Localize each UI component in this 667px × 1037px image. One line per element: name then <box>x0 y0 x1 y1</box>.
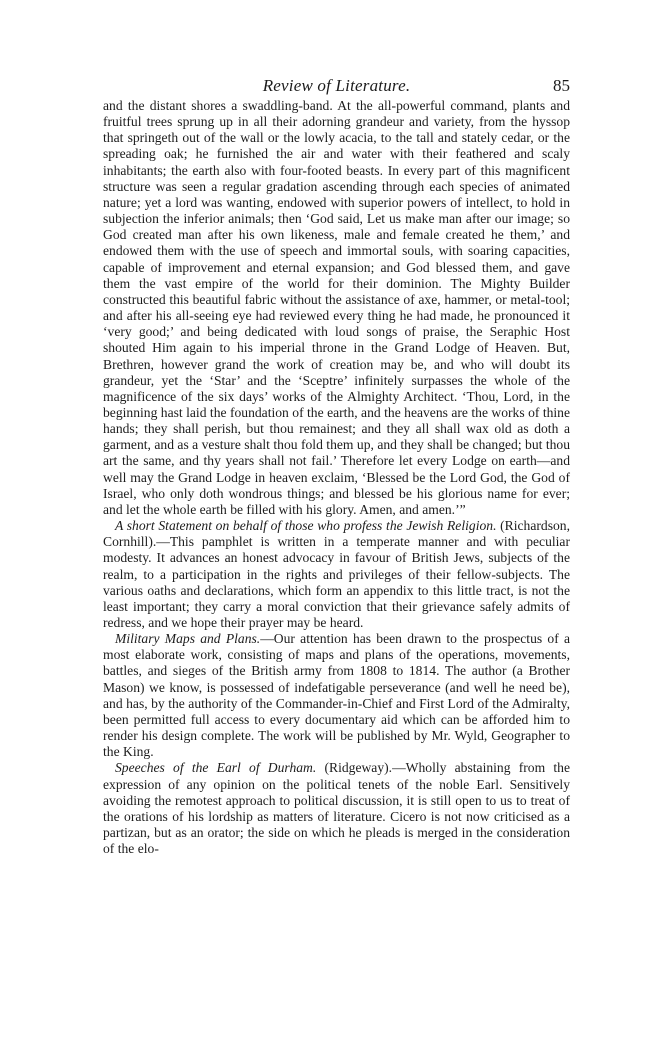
paragraph-review-military-maps <box>103 631 570 760</box>
book-page <box>103 66 570 857</box>
body-text <box>103 98 570 857</box>
running-title: Review of Literature. <box>262 76 411 95</box>
page-number: 85 <box>553 76 570 95</box>
review-body-military-maps: —Our attention has been drawn to the prospectus of a most elaborate work, consisting of maps and plans of the operations, movements, battles, and sieges of the British army from 1808 to 1814. The author (a Brother Mason) we know, is possessed of indefatigable perseverance (and well he need be), and has, by the authority of the Commander-in-Chief and First Lord of the Admiralty, been permitted full access to every documentary aid which can be afforded him to render his design complete. The work will be published by Mr. Wyld, Geographer to the King. <box>103 631 570 760</box>
paragraph-continued-sermon: and the distant shores a swaddling-band. At the all-powerful command, plants and fruitful trees sprung up in all their adorning grandeur and variety, from the hyssop that springeth out of the wall or the lowly acacia, to the tall and stately cedar, or the spreading oak; he furnished the air and water with their feathered and scaly inhabitants; the earth also with four-footed beasts. In every part of this magnificent structure was seen a regular gradation ascending through each species of animated nature; yet a lord was wanting, endowed with superior powers of intellect, to hold in subjection the inferior animals; then ‘God said, Let us make man after our image; so God created man after his own likeness, male and female created he them,’ and endowed them with the use of speech and immortal souls, with soaring capacities, capable of improvement and eternal expansion; and God blessed them, and gave them the vast empire of the world for their dominion. The Mighty Builder constructed this beautiful fabric without the assistance of axe, hammer, or metal-tool; and after his all-seeing eye had reviewed every thing he had made, he pronounced it ‘very good;’ and being dedicated with loud songs of praise, the Seraphic Host shouted Him again to his imperial throne in the Grand Lodge of Heaven. But, Brethren, however grand the work of creation may be, and who will doubt its grandeur, yet the ‘Star’ and the ‘Sceptre’ infinitely surpasses the whole of the magnificence of the six days’ works of the Almighty Architect. ‘Thou, Lord, in the beginning hast laid the foundation of the earth, and the heavens are the works of thine hands; they shall perish, but thou remainest; and they all shall wax old as doth a garment, and as a vesture shalt thou fold them up, and they shall be changed; but thou art the same, and thy years shall not fail.’ Therefore let every Lodge on earth—and well may the Grand Lodge in heaven exclaim, ‘Blessed be the Lord God, the God of Israel, who only doth wondrous things; and blessed be his glorious name for ever; and let the whole earth be filled with his glory. Amen, and amen.’” <box>103 98 570 517</box>
review-body-jewish-religion: (Richardson, Cornhill).—This pamphlet is written in a temperate manner and with peculiar modesty. It advances an honest advocacy in favour of British Jews, subjects of the realm, to a participation in the rights and privileges of their fellow-subjects. The various oaths and declarations, which form an appendix to this little tract, is not the least important; they carry a moral conviction that their grievance safely admits of redress, and we hope their prayer may be heard. <box>103 518 570 630</box>
review-title-jewish-religion: A short Statement on behalf of those who profess the Jewish Religion. <box>115 518 497 534</box>
paragraph-review-earl-durham <box>103 760 570 857</box>
review-title-military-maps: Military Maps and Plans. <box>115 631 261 647</box>
paragraph-review-jewish-religion <box>103 518 570 631</box>
review-title-earl-durham: Speeches of the Earl of Durham. <box>115 760 317 776</box>
page-header <box>103 66 570 98</box>
review-body-earl-durham: (Ridgeway).—Wholly abstaining from the expression of any opinion on the political tenets of the noble Earl. Sensitively avoiding the remotest approach to political discussion, it is still open to us to treat of the orations of his lordship as matters of literature. Cicero is not now criticised as a partizan, but as an orator; the side on which he pleads is merged in the consideration of the elo- <box>103 760 570 857</box>
